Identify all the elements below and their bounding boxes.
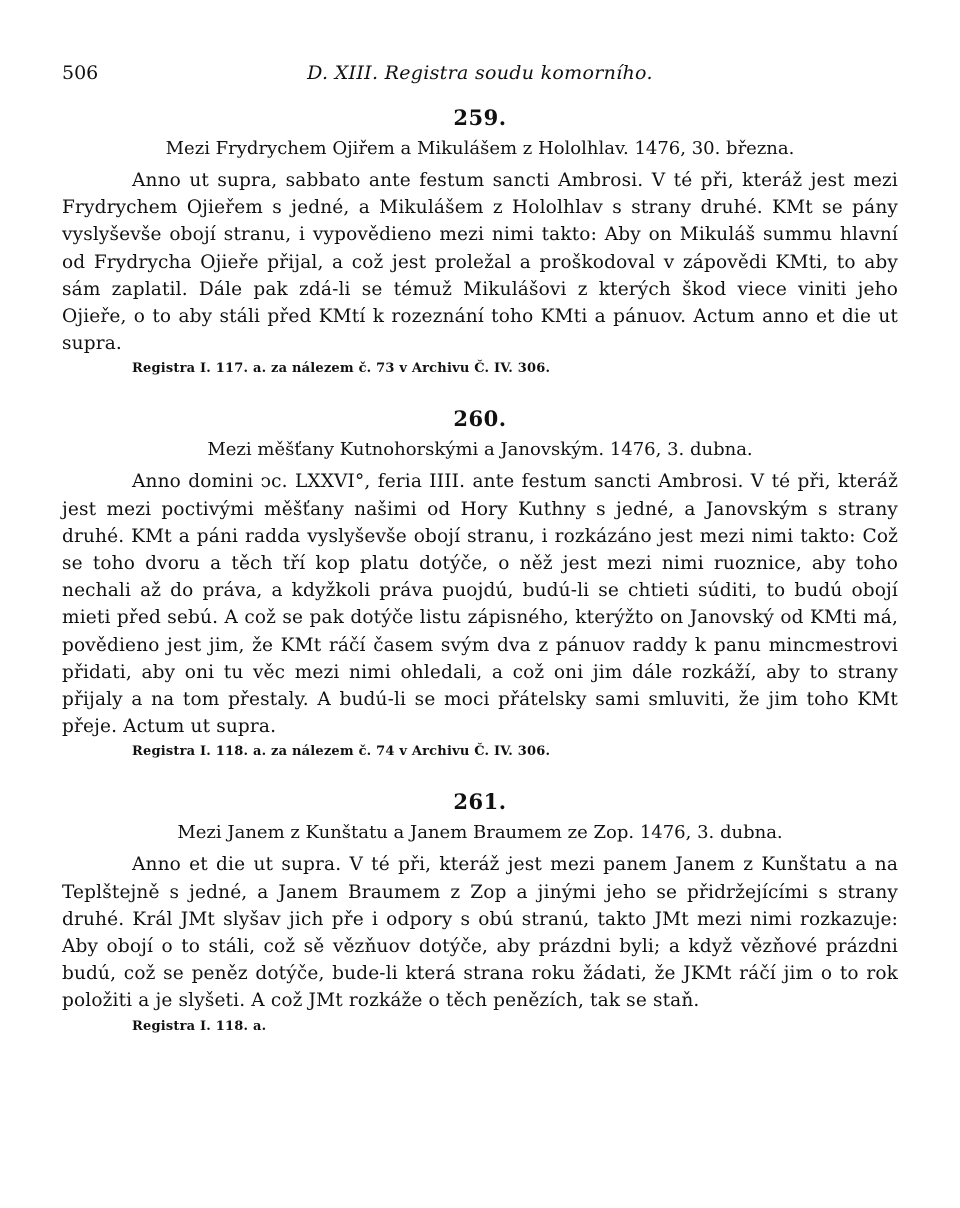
page-header — [62, 62, 898, 90]
entry-source: Registra I. 118. a. — [132, 1018, 267, 1034]
page-number: 506 — [62, 62, 99, 84]
entry-body: Anno et die ut supra. V té při, kteráž jest mezi panem Janem z Kunštatu a na Teplštejně s jedné, a Janem Braumem z Zop a jinými jeho se přidržejícími s strany druhé. Král JMt slyšav jich pře i odpory s obú stranú, takto JMt mezi nimi rozkazuje: Aby obojí o to stáli, což sě vězňuov dotýče, aby prázdni byli; a když vězňové prázdni budú, což se peněz dotýče, bude-li která strana roku žádati, že JKMt ráčí jim o to rok položiti a je slyšeti. A což JMt rozkáže o těch penězích, tak se staň. — [62, 854, 898, 1012]
entry-260 — [62, 406, 898, 759]
entry-261 — [62, 789, 898, 1033]
page-content — [62, 105, 898, 1064]
entry-number: 261. — [453, 789, 507, 815]
entry-summary: Mezi Frydrychem Ojiřem a Mikulášem z Hololhlav. 1476, 30. března. — [165, 138, 795, 159]
entry-source: Registra I. 117. a. za nálezem č. 73 v Archivu Č. IV. 306. — [132, 361, 551, 377]
running-head: D. XIII. Registra soudu komorního. — [307, 62, 653, 84]
entry-summary: Mezi Janem z Kunštatu a Janem Braumem ze Zop. 1476, 3. dubna. — [177, 822, 783, 844]
entry-number: 259. — [453, 105, 507, 130]
entry-body: Anno ut supra, sabbato ante festum sancti Ambrosi. V té při, kteráž jest mezi Frydrychem Ojieřem s jedné, a Mikulášem z Hololhlav s strany druhé. KMt se pány vyslyševše obojí stranu, i vypovědieno mezi nimi takto: Aby on Mikuláš summu hlavní od Frydrycha Ojieře přijal, a což jest proležal a proškodoval v zápovědi KMti, to aby sám zaplatil. Dále pak zdá-li se témuž Mikulášovi z kterých škod viece viniti jeho Ojieře, o to aby stáli před KMtí k rozeznání toho KMti a pánuov. Actum anno et die ut supra. — [62, 170, 898, 355]
entry-number: 260. — [453, 406, 507, 432]
entry-source: Registra I. 118. a. za nálezem č. 74 v Archivu Č. IV. 306. — [132, 744, 551, 760]
entry-summary: Mezi měšťany Kutnohorskými a Janovským. 1476, 3. dubna. — [207, 439, 753, 461]
entry-body: Anno domini ͻc. LXXVI°, feria IIII. ante festum sancti Ambrosi. V té při, kteráž jest mezi poctivými měšťany našimi od Hory Kuthny s jedné, a Janovským s strany druhé. KMt a páni radda vyslyševše obojí stranu, i rozkázáno jest mezi nimi takto: Což se toho dvoru a těch tří kop platu dotýče, o něž jest mezi nimi ruoznice, aby toho nechali až do práva, a kdyžkoli práva puojdú, budú-li se chtieti súditi, to budú obojí mieti před sebú. A což se pak dotýče listu zápisného, kterýžto on Janovský od KMti má, povědieno jest jim, že KMt ráčí časem svým dva z pánuov raddy k panu mincmestrovi přidati, aby oni tu věc mezi nimi ohledali, a což oni jim dále rozkáží, aby to strany přijaly a na tom přestaly. A budú-li se moci přátelsky sami smluviti, že jim toho KMt přeje. Actum ut supra. — [62, 471, 898, 738]
entry-259 — [62, 105, 898, 376]
